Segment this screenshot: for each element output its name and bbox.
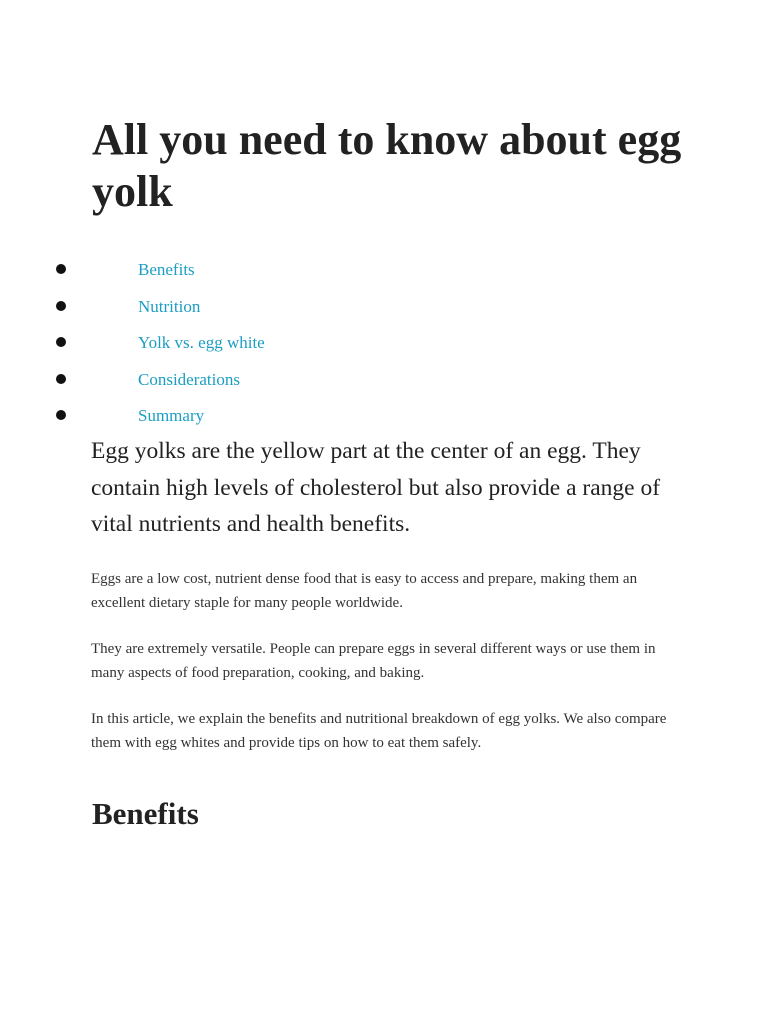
lead-paragraph: Egg yolks are the yellow part at the center of an egg. They contain high levels of cholesterol but also provide a range of vital nutrients and health benefits. xyxy=(91,438,661,537)
toc-link-yolk-vs-egg-white[interactable]: Yolk vs. egg white xyxy=(138,333,265,353)
toc-link-benefits[interactable]: Benefits xyxy=(138,260,195,279)
bullet-icon xyxy=(56,337,66,347)
toc-link-considerations[interactable]: Considerations xyxy=(138,369,240,389)
article-title: All you need to know about egg yolk xyxy=(92,115,682,216)
section-heading-benefits: Benefits xyxy=(92,796,199,831)
toc-item-considerations xyxy=(0,362,768,399)
toc-link-nutrition[interactable]: Nutrition xyxy=(138,296,201,316)
body-paragraph: In this article, we explain the benefits and nutritional breakdown of egg yolks. We also compare them with egg whites and provide tips on how to eat them safely. xyxy=(91,711,667,751)
toc-item-summary xyxy=(0,398,768,435)
bullet-icon xyxy=(56,264,66,274)
table-of-contents xyxy=(0,252,768,435)
toc-item-nutrition xyxy=(0,289,768,326)
body-paragraph: They are extremely versatile. People can prepare eggs in several different ways or use them in many aspects of food preparation, cooking, and baking. xyxy=(91,641,656,681)
bullet-icon xyxy=(56,410,66,420)
toc-item-yolk-vs-egg-white xyxy=(0,325,768,362)
toc-link-summary[interactable]: Summary xyxy=(138,406,205,426)
bullet-icon xyxy=(56,301,66,311)
body-paragraph: Eggs are a low cost, nutrient dense food that is easy to access and prepare, making them an excellent dietary staple for many people worldwide. xyxy=(91,571,638,611)
bullet-icon xyxy=(56,374,66,384)
toc-item-benefits xyxy=(0,252,768,289)
